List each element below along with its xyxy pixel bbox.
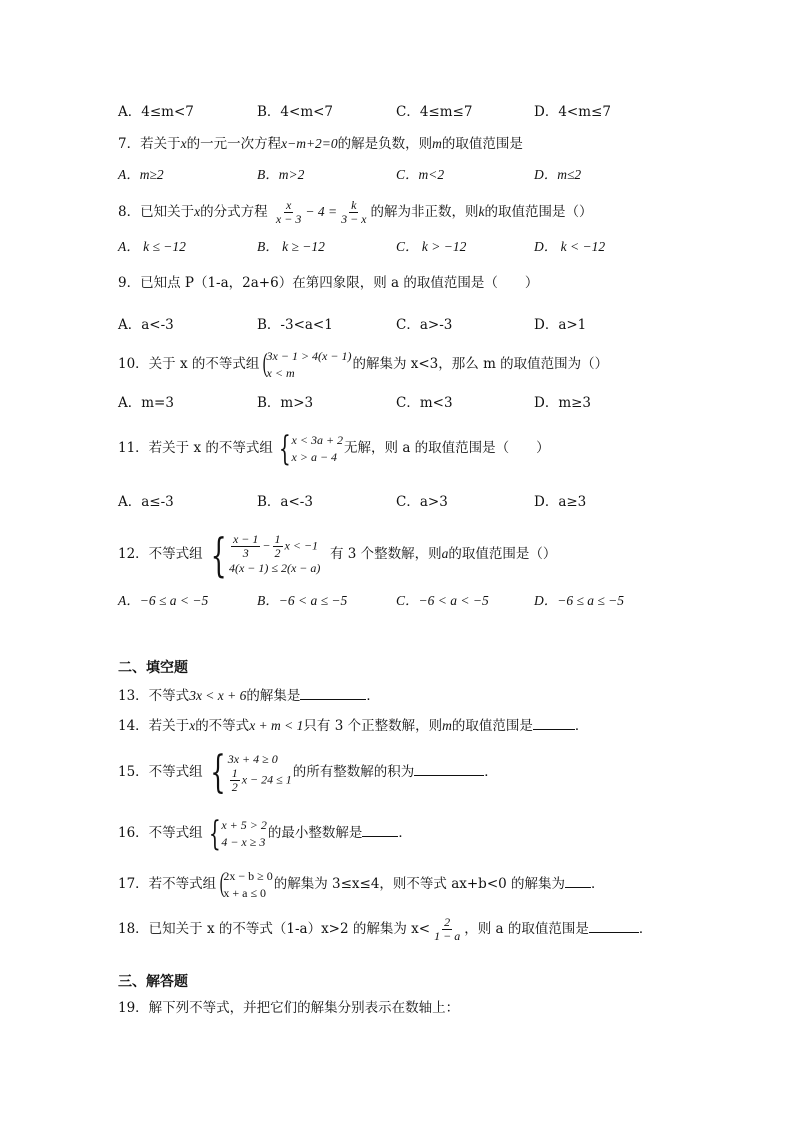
q14-answer-blank[interactable]	[533, 717, 575, 730]
q17-row-1: 2x − b ≥ 0	[223, 868, 273, 883]
q13-stem	[118, 686, 380, 706]
q15-row2-tail: x − 24 ≤ 1	[241, 772, 292, 787]
q12-option-a[interactable]: A．−6 ≤ a < −5	[118, 593, 209, 608]
q17-end: ．	[591, 876, 605, 892]
q7-option-c[interactable]: C．m<2	[396, 167, 445, 182]
q12-prefix: 12．不等式组	[118, 546, 203, 562]
q6-option-c[interactable]: C．4≤m≤7	[396, 104, 473, 120]
q16-prefix: 16．不等式组	[118, 825, 203, 841]
q11-row-1: x < 3a + 2	[291, 432, 344, 447]
q12-row1-fraction	[231, 533, 260, 560]
q18-numerator: 2	[444, 915, 451, 929]
q12-suffix-a: 有 3 个整数解，则	[329, 546, 442, 562]
q7-prefix: 7．若关于	[118, 136, 181, 152]
q7-mid: 的一元一次方程	[186, 136, 282, 152]
q10-options	[118, 393, 738, 413]
section-3-heading: 三、解答题	[118, 974, 188, 990]
q14-mid: 的不等式	[195, 718, 250, 734]
q10-prefix: 10．关于 x 的不等式组	[118, 356, 260, 372]
q18-prefix: 18．已知关于 x 的不等式（1-a）x>2 的解集为 x<	[118, 921, 431, 937]
q12-row1-numerator: x − 1	[232, 532, 259, 546]
q15-end: ．	[484, 764, 498, 780]
q8-option-b[interactable]: B． k ≥ −12	[257, 239, 325, 254]
q9-option-b[interactable]: B．-3<a<1	[257, 317, 333, 333]
q8-option-d[interactable]: D． k < −12	[534, 239, 606, 254]
q15-suffix: 的所有整数解的积为	[292, 764, 415, 780]
q11-suffix: 无解，则 a 的取值范围是（ ）	[344, 440, 550, 456]
q9-options	[118, 315, 738, 335]
q7-option-d[interactable]: D．m≤2	[534, 167, 582, 182]
q8-k: k	[478, 204, 485, 219]
q11-prefix: 11．若关于 x 的不等式组	[118, 440, 273, 456]
q12-row1-minus: −	[262, 538, 271, 553]
q16-row-2: 4 − x ≥ 3	[221, 834, 266, 849]
q10-option-b[interactable]: B．m>3	[257, 395, 314, 411]
q17-row-2: x + a ≤ 0	[223, 885, 267, 900]
q8-suffix: 的解为非正数，则	[370, 204, 479, 220]
q14-var: x	[189, 718, 196, 733]
q12-system	[204, 527, 321, 582]
q7-equation: x−m+2=0	[281, 136, 338, 151]
q12-suffix-b: 的取值范围是（）	[448, 546, 557, 562]
q15-answer-blank[interactable]	[414, 763, 484, 776]
q18-fraction	[432, 916, 462, 943]
q6-option-b[interactable]: B．4<m<7	[257, 104, 334, 120]
q7-var: x	[180, 136, 187, 151]
q12-option-c[interactable]: C．−6 < a < −5	[396, 593, 489, 608]
q10-stem	[118, 344, 608, 384]
q6-option-d[interactable]: D．4<m≤7	[534, 104, 611, 120]
q18-suffix: ，则 a 的取值范围是	[464, 921, 589, 937]
q8-prefix: 8．已知关于	[118, 204, 195, 220]
q15-row2-numerator: 1	[231, 766, 238, 780]
q14-suffix: 只有 3 个正整数解，则	[303, 718, 443, 734]
q16-row-1: x + 5 > 2	[221, 817, 267, 832]
q18-denominator: 1 − a	[434, 929, 461, 943]
q14-m: m	[442, 718, 452, 733]
q8-stem	[118, 198, 593, 226]
q15-row-1: 3x + 4 ≥ 0	[227, 752, 278, 766]
q15-brace: {	[209, 746, 226, 798]
q12-row1-denominator: 3	[242, 546, 249, 560]
q6-option-a[interactable]: A．4≤m<7	[118, 104, 194, 120]
q12-row1-tail: x < −1	[284, 538, 319, 553]
q16-answer-blank[interactable]	[362, 824, 398, 837]
q11-brace: {	[278, 428, 291, 469]
q8-fraction-1	[274, 199, 303, 226]
q12-stem	[118, 526, 556, 582]
q9-option-a[interactable]: A．a<-3	[118, 317, 174, 333]
q17-stem	[118, 864, 605, 904]
q7-m: m	[432, 136, 442, 151]
q12-a: a	[441, 546, 449, 561]
q8-frac2-numerator: k	[351, 198, 357, 212]
q17-system	[217, 868, 273, 902]
section-2-heading: 二、填空题	[118, 660, 188, 676]
q9-option-d[interactable]: D．a>1	[534, 317, 587, 333]
q9-option-c[interactable]: C．a>-3	[396, 317, 453, 333]
q14-end: ．	[574, 718, 589, 734]
q18-stem	[118, 914, 652, 944]
q11-system	[274, 428, 344, 469]
q13-answer-blank[interactable]	[300, 687, 366, 700]
q17-answer-blank[interactable]	[565, 875, 591, 888]
q12-half-denominator: 2	[274, 546, 281, 560]
q14-end1: 的取值范围是	[451, 718, 533, 734]
q8-var: x	[194, 204, 201, 219]
q11-option-d[interactable]: D．a≥3	[534, 494, 587, 510]
q14-expression: x + m < 1	[249, 718, 304, 733]
q10-option-a[interactable]: A．m=3	[118, 395, 174, 411]
q12-row1-half	[273, 533, 283, 560]
q8-frac1-numerator: x	[285, 198, 292, 212]
q7-options	[118, 165, 738, 185]
q17-prefix: 17．若不等式组	[118, 876, 217, 892]
q13-end: ．	[366, 688, 380, 704]
q11-option-b[interactable]: B．a<-3	[257, 494, 313, 510]
q15-row2-denominator: 2	[231, 780, 238, 794]
q16-end: ．	[398, 825, 412, 841]
q8-mid: 的分式方程	[200, 204, 268, 220]
q7-end: 的取值范围是	[441, 136, 523, 152]
q8-frac2-denominator: 3 − x	[341, 212, 367, 226]
q12-half-numerator: 1	[274, 532, 281, 546]
q18-end: ．	[638, 921, 653, 937]
q7-option-a[interactable]: A．m≥2	[118, 167, 164, 182]
q13-suffix: 的解集是	[246, 688, 301, 704]
q10-row-2: x < m	[266, 365, 295, 380]
q17-suffix: 的解集为 3≤x≤4，则不等式 ax+b<0 的解集为	[273, 876, 566, 892]
q7-suffix: 的解是负数，则	[337, 136, 433, 152]
q8-end: 的取值范围是（）	[484, 204, 593, 220]
q8-minus-four: − 4 =	[305, 204, 338, 219]
q8-fraction-2	[339, 199, 368, 226]
q10-option-d[interactable]: D．m≥3	[534, 395, 592, 411]
q16-brace: {	[208, 813, 221, 854]
q14-stem	[118, 716, 588, 736]
q11-option-a[interactable]: A．a≤-3	[118, 494, 174, 510]
q10-option-c[interactable]: C．m<3	[396, 395, 453, 411]
q7-stem	[118, 134, 523, 154]
q11-option-c[interactable]: C．a>3	[396, 494, 448, 510]
q16-stem	[118, 812, 412, 854]
q11-row-2: x > a − 4	[291, 449, 338, 464]
q12-option-d[interactable]: D．−6 ≤ a ≤ −5	[534, 593, 625, 608]
q8-option-c[interactable]: C． k > −12	[396, 239, 467, 254]
q8-options	[118, 237, 738, 257]
q9-stem: 9．已知点 P（1-a，2a+6）在第四象限，则 a 的取值范围是（ ）	[118, 275, 539, 291]
q12-option-b[interactable]: B．−6 < a ≤ −5	[257, 593, 348, 608]
q8-frac1-denominator: x − 3	[275, 212, 302, 226]
q10-suffix: 的解集为 x<3，那么 m 的取值范围为（）	[352, 356, 609, 372]
q14-prefix: 14．若关于	[118, 718, 190, 734]
q15-system	[204, 746, 292, 798]
q18-answer-blank[interactable]	[589, 920, 639, 933]
q11-options	[118, 492, 738, 512]
q12-row-2: 4(x − 1) ≤ 2(x − a)	[228, 561, 321, 575]
q12-options	[118, 591, 738, 611]
q15-row2-fraction	[230, 767, 240, 794]
q11-stem	[118, 428, 550, 468]
q19-stem: 19．解下列不等式，并把它们的解集分别表示在数轴上：	[118, 1000, 460, 1016]
q8-option-a[interactable]: A． k ≤ −12	[118, 239, 186, 254]
q10-brace: (	[262, 349, 269, 380]
q15-prefix: 15．不等式组	[118, 764, 203, 780]
q13-expression: 3x < x + 6	[189, 688, 247, 703]
q16-suffix: 的最小整数解是	[267, 825, 363, 841]
q6-options	[118, 102, 738, 122]
q15-stem	[118, 746, 498, 798]
q13-prefix: 13．不等式	[118, 688, 190, 704]
q17-brace: (	[219, 869, 226, 900]
q7-option-b[interactable]: B．m>2	[257, 167, 305, 182]
q10-row-1: 3x − 1 > 4(x − 1)	[266, 348, 352, 363]
q12-brace: {	[210, 527, 227, 582]
q10-system	[260, 348, 351, 382]
q16-system	[204, 813, 267, 854]
